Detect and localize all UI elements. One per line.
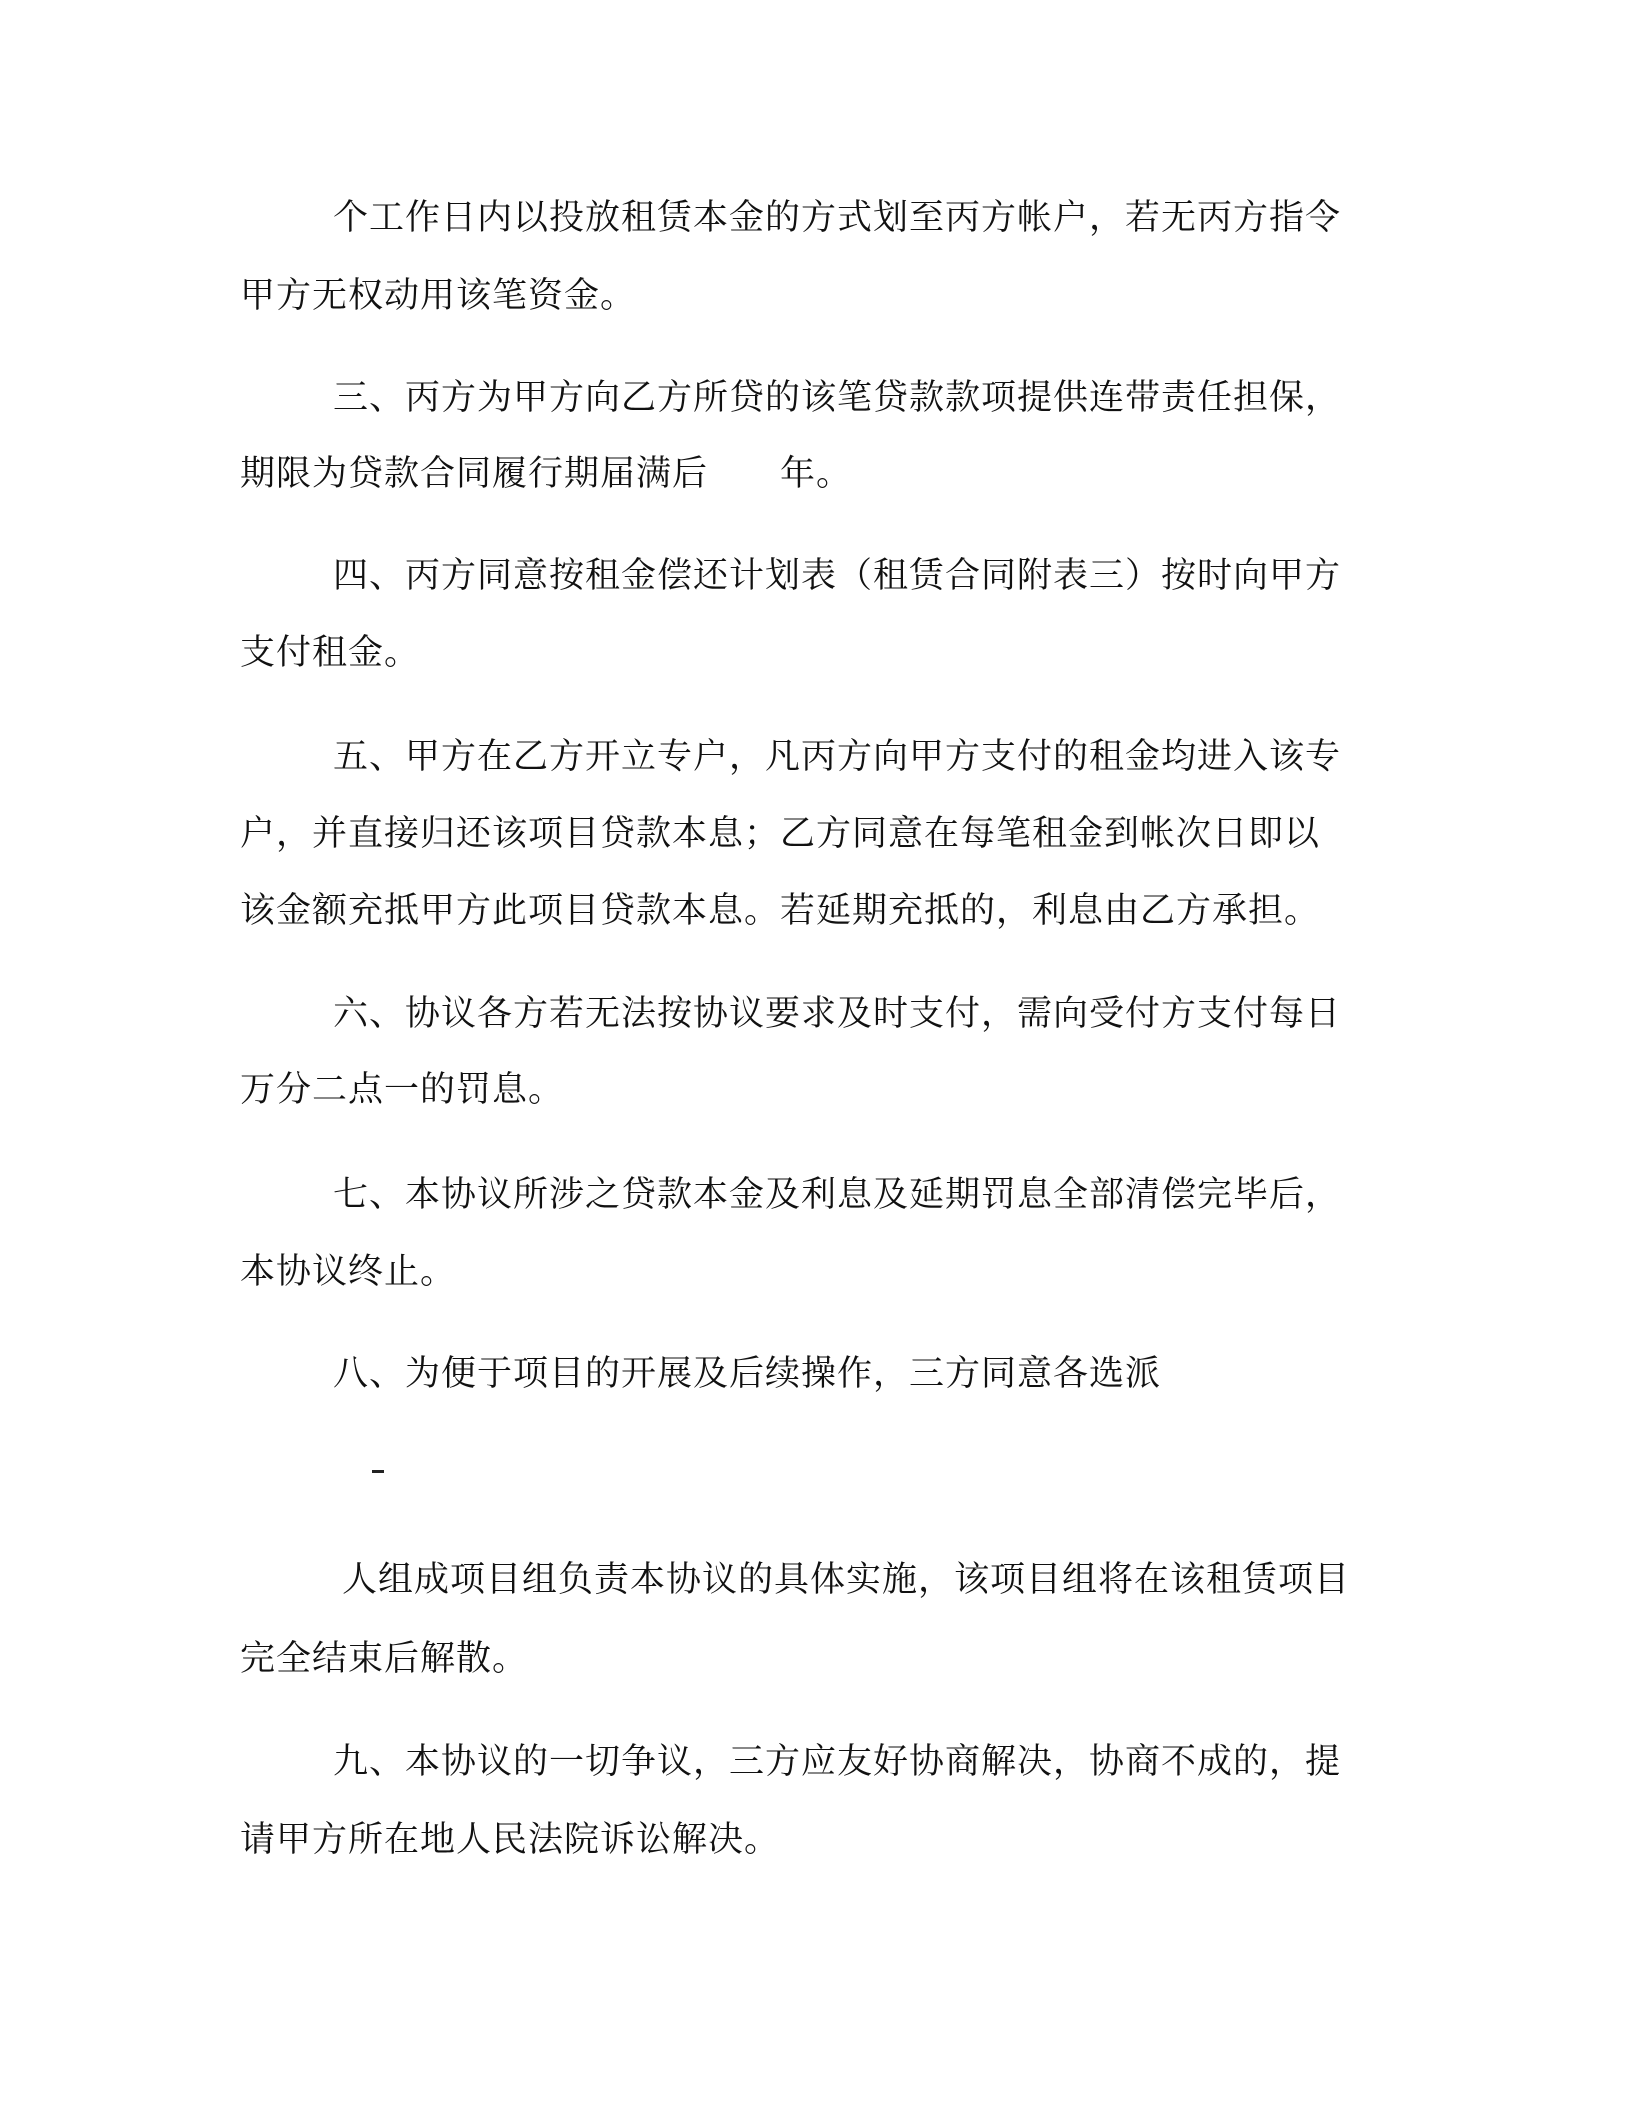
clause-5-line: 五、甲方在乙方开立专户，凡丙方向甲方支付的租金均进入该专 xyxy=(333,737,1342,777)
paragraph-line: 个工作日内以投放租赁本金的方式划至丙方帐户，若无丙方指令 xyxy=(333,198,1342,238)
clause-7-line: 本协议终止。 xyxy=(240,1252,457,1292)
clause-9-line: 请甲方所在地人民法院诉讼解决。 xyxy=(240,1820,781,1860)
clause-3-line: 三、丙方为甲方向乙方所贷的该笔贷款款项提供连带责任担保， xyxy=(333,378,1342,418)
paragraph-line: 甲方无权动用该笔资金。 xyxy=(240,276,637,316)
clause-7-line: 七、本协议所涉之贷款本金及利息及延期罚息全部清偿完毕后， xyxy=(333,1175,1342,1215)
clause-8-line: 八、为便于项目的开展及后续操作，三方同意各选派 xyxy=(333,1354,1162,1394)
clause-4-line: 支付租金。 xyxy=(240,633,421,673)
clause-3-line: 期限为贷款合同履行期届满后 年。 xyxy=(240,454,853,494)
clause-9-line: 九、本协议的一切争议，三方应友好协商解决，协商不成的，提 xyxy=(333,1742,1342,1782)
clause-8-line: 完全结束后解散。 xyxy=(240,1639,529,1679)
clause-8-line: 人组成项目组负责本协议的具体实施，该项目组将在该租赁项目 xyxy=(342,1560,1351,1600)
clause-6-line: 六、协议各方若无法按协议要求及时支付，需向受付方支付每日 xyxy=(333,994,1342,1034)
blank-dash-mark xyxy=(372,1470,384,1473)
clause-4-line: 四、丙方同意按租金偿还计划表（租赁合同附表三）按时向甲方 xyxy=(333,556,1342,596)
clause-5-line: 该金额充抵甲方此项目贷款本息。若延期充抵的，利息由乙方承担。 xyxy=(240,891,1321,931)
clause-5-line: 户，并直接归还该项目贷款本息；乙方同意在每笔租金到帐次日即以 xyxy=(240,814,1321,854)
clause-6-line: 万分二点一的罚息。 xyxy=(240,1070,565,1110)
